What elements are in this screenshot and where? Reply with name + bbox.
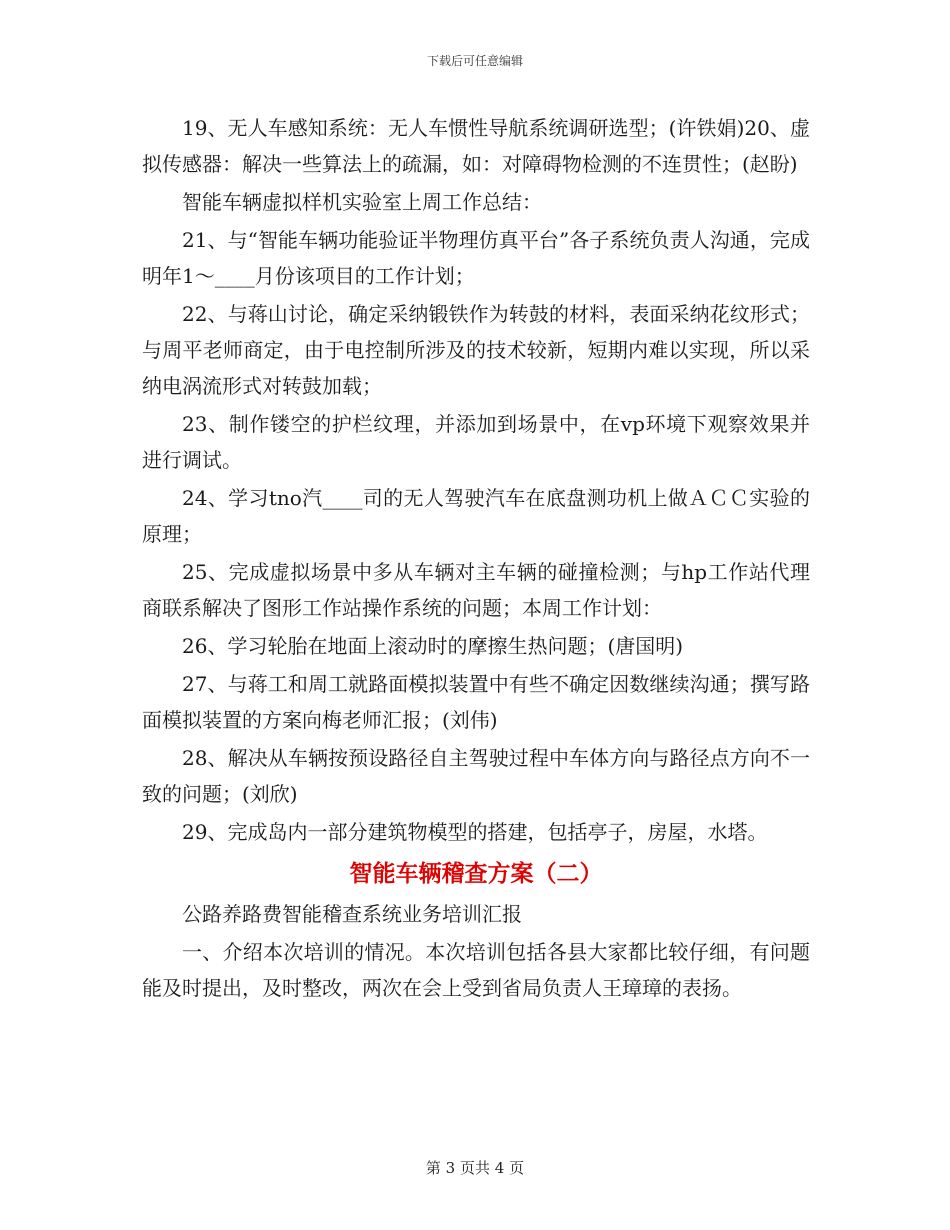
paragraph-training-intro: 一、介绍本次培训的情况。本次培训包括各县大家都比较仔细，有问题能及时提出，及时整改，两次在会上受到省局负责人王璋璋的表扬。	[142, 940, 810, 1000]
section-heading: 智能车辆稽查方案（二）	[349, 860, 603, 887]
paragraph-19-20: 19、无人车感知系统：无人车惯性导航系统调研选型；(许铁娟)20、虚拟传感器：解决一些算法上的疏漏，如：对障碍物检测的不连贯性；(赵盼)	[142, 116, 810, 176]
paragraph-28: 28、解决从车辆按预设路径自主驾驶过程中车体方向与路径点方向不一致的问题；(刘欣)	[142, 746, 810, 806]
paragraph-report-title: 公路养路费智能稽查系统业务培训汇报	[182, 902, 522, 926]
paragraph-21: 21、与“智能车辆功能验证半物理仿真平台”各子系统负责人沟通，完成明年1～____月份该项目的工作计划；	[142, 228, 810, 288]
paragraph-27: 27、与蒋工和周工就路面模拟装置中有些不确定因数继续沟通；撰写路面模拟装置的方案向梅老师汇报；(刘伟)	[142, 672, 810, 732]
paragraph-29: 29、完成岛内一部分建筑物模型的搭建，包括亭子，房屋，水塔。	[182, 820, 768, 844]
paragraph-25: 25、完成虚拟场景中多从车辆对主车辆的碰撞检测；与hp工作站代理商联系解决了图形工作站操作系统的问题；本周工作计划：	[142, 560, 810, 620]
paragraph-24: 24、学习tno汽____司的无人驾驶汽车在底盘测功机上做ＡＣＣ实验的原理；	[142, 486, 810, 546]
paragraph-22: 22、与蒋山讨论，确定采纳锻铁作为转鼓的材料，表面采纳花纹形式；与周平老师商定，由于电控制所涉及的技术较新，短期内难以实现，所以采纳电涡流形式对转鼓加载；	[142, 302, 810, 398]
page-footer: 第 3 页共 4 页	[425, 1159, 525, 1177]
paragraph-lab-summary-title: 智能车辆虚拟样机实验室上周工作总结：	[182, 190, 542, 214]
paragraph-26: 26、学习轮胎在地面上滚动时的摩擦生热问题；(唐国明)	[182, 634, 684, 658]
document-body	[142, 110, 810, 1008]
page-header: 下载后可任意编辑	[426, 54, 523, 68]
paragraph-23: 23、制作镂空的护栏纹理，并添加到场景中，在vp环境下观察效果并进行调试。	[142, 412, 810, 472]
